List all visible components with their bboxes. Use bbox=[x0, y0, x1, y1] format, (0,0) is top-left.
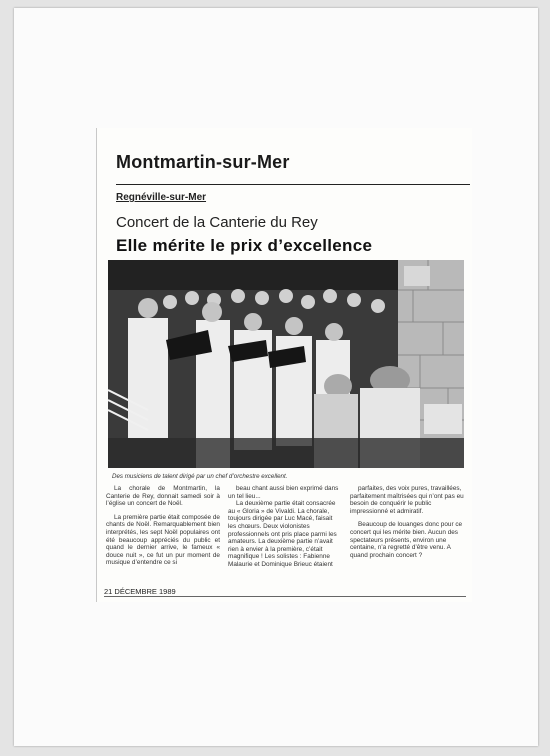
article-kicker: Concert de la Canterie du Rey bbox=[116, 214, 318, 231]
publication-date: 21 DÉCEMBRE 1989 bbox=[104, 587, 176, 596]
paragraph: La chorale de Montmartin, la Canterie de Rey, donnait samedi soir à l’église un concert de Noël. bbox=[106, 485, 220, 508]
article-column-1 bbox=[106, 485, 220, 567]
section-label: Regnéville-sur-Mer bbox=[116, 192, 207, 203]
header-rule bbox=[116, 184, 470, 185]
article-headline: Elle mérite le prix d’excellence bbox=[116, 236, 373, 255]
footer-rule bbox=[340, 596, 466, 597]
paragraph: Beaucoup de louanges donc pour ce concert qui les mérite bien. Aucun des spectateurs présents, environ une centaine, n’a regretté d’être venu. A quand prochain concert ? bbox=[350, 521, 463, 559]
concert-photo bbox=[108, 260, 464, 468]
article-column-2 bbox=[228, 485, 342, 569]
photo-caption: Des musiciens de talent dirigé par un chef d’orchestre excellent. bbox=[112, 473, 288, 480]
town-header: Montmartin-sur-Mer bbox=[116, 152, 290, 172]
article-column-3 bbox=[350, 485, 464, 559]
clipping-edge bbox=[96, 128, 97, 602]
paragraph: beau chant aussi bien exprimé dans un tel lieu... bbox=[228, 485, 339, 500]
paragraph: La première partie était composée de chants de Noël. Remarquablement bien interprétés, les sept Noël populaires ont été beaucoup appréciés du public et quand le dernier arrive, le fameux « douce nuit », ce fut un pur moment de musique d’entendre ce si bbox=[106, 513, 220, 567]
paragraph: La deuxième partie était consacrée au « Gloria » de Vivaldi. La chorale, toujours dirigée par Luc Macé, faisait les chœurs. Deux violonistes professionnels ont pris place parmi les amateurs. La deuxième partie n’avait rien à envier à la première, c’était magnifique ! Les solistes : Fabienne Malaurie et Dominique Brieuc étaient bbox=[228, 500, 337, 568]
paragraph: parfaites, des voix pures, travaillées, parfaitement maîtrisées qui n’ont pas eu besoin de conquérir le public impressionné et admiratif. bbox=[350, 485, 464, 515]
